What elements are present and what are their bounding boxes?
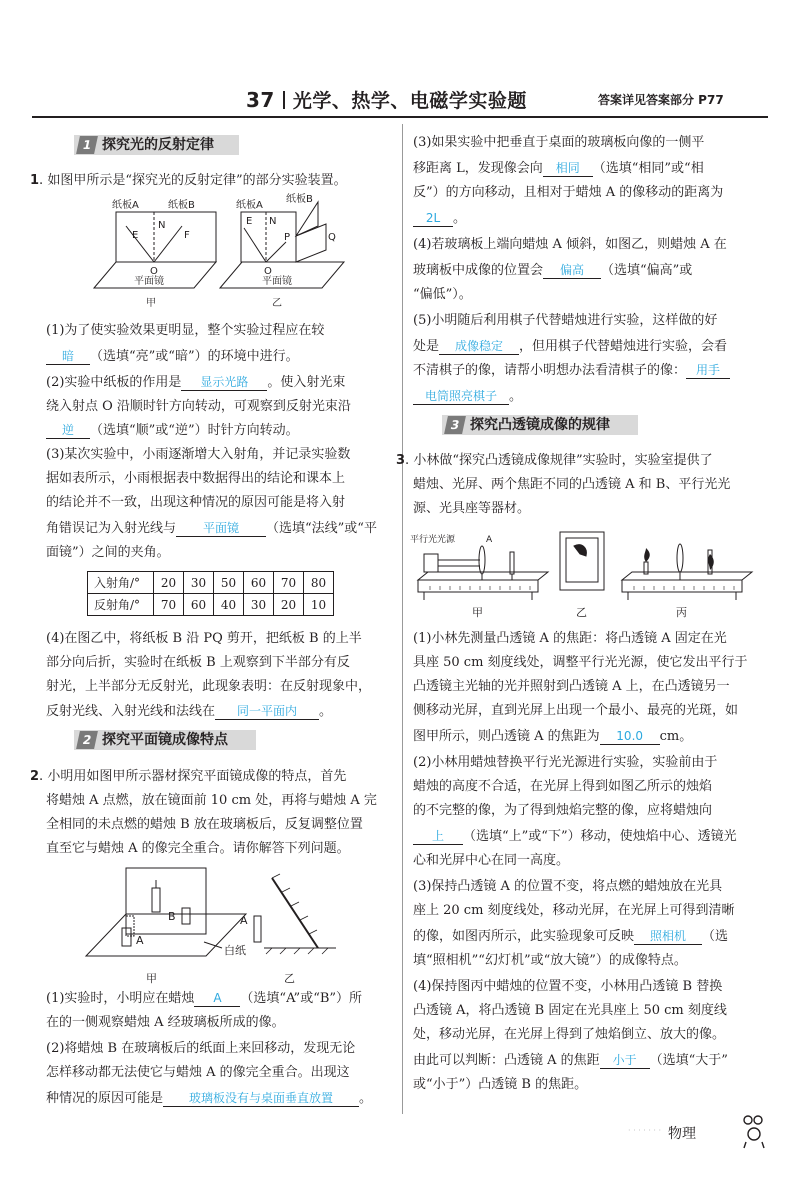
answer-blank: 2L	[413, 210, 453, 227]
answer-blank: 用手	[686, 362, 730, 379]
mascot-icon	[740, 1112, 770, 1152]
label-a-2: A	[240, 914, 248, 927]
q3-p1-line1: (1)小林先测量凸透镜 A 的焦距：将凸透镜 A 固定在光	[413, 631, 727, 646]
q3-line2: 蜡烛、光屏、两个焦距不同的凸透镜 A 和 B、平行光光	[413, 477, 731, 492]
lens-2	[677, 544, 683, 572]
q3-p3-line4: 填“照相机”“幻灯机”或“放大镜”）的成像特点。	[413, 953, 687, 968]
table-cell: 20	[154, 572, 184, 594]
label-e: E	[132, 230, 139, 241]
answer-blank: 显示光路	[181, 374, 267, 391]
q3-p2-line3: 的不完整的像，为了得到烛焰完整的像，应将蜡烛向	[413, 803, 713, 818]
footer-decoration: · · · · · · ·	[628, 1126, 662, 1135]
incident-ray-2	[244, 228, 266, 262]
q1-p4-line2: 部分向后折，实验时在纸板 B 上观察到下半部分有反	[46, 655, 350, 670]
reflection-figure	[86, 196, 346, 308]
reflected-ray-2	[266, 242, 286, 262]
q3-p2-line2: 蜡烛的高度不合适，在光屏上得到如图乙所示的烛焰	[413, 779, 713, 794]
q1-p4-line3: 射光，上半部分无反射光，此现象表明：在反射现象中，	[46, 679, 372, 694]
label-jia: 甲	[472, 606, 483, 619]
light-source	[424, 554, 438, 572]
section-2-tag	[74, 729, 256, 751]
q2-p1-line1: (1)实验时，小明应在蜡烛 A （选填“A”或“B”）所	[46, 991, 363, 1006]
paper-sheet	[86, 914, 246, 956]
q2-p1-line2: 在的一侧观察蜡烛 A 经玻璃板所成的像。	[46, 1015, 285, 1030]
page-title	[246, 86, 527, 113]
q2-p3-line4: 2L 。	[413, 210, 466, 227]
q1-p3-line4: 角错误记为入射光线与 平面镜 （选填“法线”或“平	[46, 521, 377, 536]
q3-p3-line2: 座上 20 cm 刻度线处，移动光屏，在光屏上可得到清晰	[413, 903, 735, 918]
q1-p2-line3: 逆 （选填“顺”或“逆”）时针方向转动。	[46, 422, 299, 439]
q3-p3-line3: 的像，如图丙所示，此实验现象可反映 照相机 （选	[413, 929, 729, 944]
chapter-number: 37	[246, 88, 275, 112]
table-cell: 20	[274, 594, 304, 616]
label-jia: 甲	[146, 298, 156, 309]
section-title: 探究光的反射定律	[102, 137, 214, 153]
bench-top-2	[622, 572, 752, 580]
answer-blank: 照相机	[634, 928, 702, 945]
table-cell: 80	[304, 572, 334, 594]
table-cell: 60	[244, 572, 274, 594]
label-board-a-2: 纸板A	[236, 200, 263, 211]
q1-p4-line4: 反射光线、入射光线和法线在 同一平面内 。	[46, 704, 333, 719]
table-cell: 10	[304, 594, 334, 616]
q3-p4-line1: (4)保持图丙中蜡烛的位置不变，小林用凸透镜 B 替换	[413, 979, 723, 994]
q2-p5-line4: 电筒照亮棋子 。	[413, 388, 522, 405]
q1-p3-line3: 的结论并不一致，出现这种情况的原因可能是将入射	[46, 495, 346, 510]
answer-blank: 同一平面内	[215, 703, 319, 720]
header-rule	[32, 116, 768, 118]
section-title: 探究凸透镜成像的规律	[470, 417, 610, 433]
section-1-tag	[74, 134, 239, 156]
q1-p2-line2: 绕入射点 O 沿顺时针方向转动，可观察到反射光束沿	[46, 399, 351, 414]
lens-figure	[410, 528, 760, 618]
tilted-glass	[272, 878, 318, 948]
q2-p5-line2: 处是 成像稳定 ，但用棋子代替蜡烛进行实验，会看	[413, 339, 728, 354]
q2-line2: 将蜡烛 A 点燃，放在镜面前 10 cm 处，再将与蜡烛 A 完	[46, 793, 377, 808]
q3-p1-line2: 具座 50 cm 刻度线处，调整平行光光源，使它发出平行于	[413, 655, 748, 670]
table-row	[88, 594, 334, 616]
paper-pointer	[204, 942, 222, 948]
label-bing: 丙	[676, 606, 687, 619]
label-light-source: 平行光光源	[410, 535, 456, 545]
q3-line1: 3. 小林做“探究凸透镜成像规律”实验时，实验室提供了	[396, 453, 713, 468]
answer-blank: 偏高	[543, 262, 601, 279]
label-q: Q	[328, 232, 336, 243]
q3-line3: 源、光具座等器材。	[413, 501, 531, 516]
q2-p5-line1: (5)小明随后利用棋子代替蜡烛进行实验，这样做的好	[413, 313, 718, 328]
table-header: 反射角/°	[88, 594, 154, 616]
board-rect	[116, 212, 216, 262]
section-number: 2	[76, 731, 98, 749]
answer-blank: 平面镜	[176, 520, 266, 537]
answer-blank: 相同	[543, 160, 593, 177]
answer-blank: 成像稳定	[439, 338, 519, 355]
candle-b	[152, 888, 160, 912]
table-cell: 30	[244, 594, 274, 616]
q3-p3-line1: (3)保持凸透镜 A 的位置不变，将点燃的蜡烛放在光具	[413, 879, 723, 894]
answer-blank: A	[194, 990, 240, 1007]
column-divider	[402, 124, 403, 1114]
q2-p3-line3: 反”）的方向移动，且相对于蜡烛 A 的像移动的距离为	[413, 185, 724, 200]
q1-p3-line2: 据如表所示，小雨根据表中数据得出的结论和课本上	[46, 471, 346, 486]
q3-p4-line3: 处，移动光屏，在光屏上得到了烛焰倒立、放大的像。	[413, 1027, 726, 1042]
candle-a-2	[254, 916, 261, 942]
section-title: 探究平面镜成像特点	[102, 732, 228, 748]
label-lens-a: A	[486, 535, 493, 545]
q3-p4-line2: 凸透镜 A，将凸透镜 B 固定在光具座上 50 cm 刻度线	[413, 1003, 727, 1018]
q1-p1-line2: 暗 （选填“亮”或“暗”）的环境中进行。	[46, 348, 299, 365]
chapter-title: 光学、热学、电磁学实验题	[292, 90, 527, 112]
incident-ray	[126, 226, 154, 262]
plane-mirror-figure	[86, 864, 346, 986]
q1-intro: 1. 如图甲所示是“探究光的反射定律”的部分实验装置。	[30, 173, 347, 188]
q2-line1: 2. 小明用如图甲所示器材探究平面镜成像的特点，首先	[30, 769, 347, 784]
q2-p2-line1: (2)将蜡烛 B 在玻璃板后的纸面上来回移动，发现无论	[46, 1041, 356, 1056]
label-paper: 白纸	[224, 944, 246, 957]
answer-blank: 10.0	[600, 728, 660, 745]
q1-p1-line1: (1)为了使实验效果更明显，整个实验过程应在较	[46, 323, 325, 338]
q1-p2-line1: (2)实验中纸板的作用是 显示光路 。使入射光束	[46, 375, 346, 390]
label-board-b-2: 纸板B	[286, 194, 313, 205]
q2-p2-line2: 怎样移动都无法使它与蜡烛 A 的像完全重合。出现这	[46, 1065, 350, 1080]
q3-p2-line5: 心和光屏中心在同一高度。	[413, 853, 570, 868]
q2-p4-line2: 玻璃板中成像的位置会 偏高 （选填“偏高”或	[413, 263, 693, 278]
label-yi: 乙	[272, 298, 282, 309]
screen-image	[708, 554, 714, 570]
label-jia: 甲	[146, 972, 157, 985]
table-cell: 70	[274, 572, 304, 594]
q2-p4-line3: “偏低”）。	[413, 287, 472, 302]
label-n: N	[158, 220, 166, 231]
title-divider	[283, 91, 285, 109]
label-board-b: 纸板B	[168, 200, 195, 211]
answer-blank: 逆	[46, 422, 90, 439]
q2-p3-line1: (3)如果实验中把垂直于桌面的玻璃板向像的一侧平	[413, 135, 705, 150]
label-o: O	[150, 266, 158, 277]
q3-p2-line1: (2)小林用蜡烛替换平行光光源进行实验，实验前由于	[413, 755, 718, 770]
candle-b-base	[182, 908, 190, 924]
label-e-2: E	[246, 216, 253, 227]
q2-p5-line3: 不清棋子的像，请帮小明想办法看清棋子的像： 用手	[413, 362, 730, 379]
table-cell: 40	[214, 594, 244, 616]
section-number: 3	[444, 416, 466, 434]
answer-blank: 暗	[46, 348, 90, 365]
q3-p4-line5: 或“小于”）凸透镜 B 的焦距。	[413, 1077, 588, 1092]
q1-p3-line5: 面镜”）之间的夹角。	[46, 545, 170, 560]
glass-plate	[126, 868, 206, 934]
label-f: F	[184, 230, 190, 241]
q3-p1-line3: 凸透镜主光轴的光并照射到凸透镜 A 上，在凸透镜另一	[413, 679, 730, 694]
board-b-upper	[296, 202, 318, 236]
image-screen-inner	[566, 538, 598, 582]
answer-blank: 上	[413, 828, 463, 845]
q1-p3-line1: (3)某次实验中，小雨逐渐增大入射角，并记录实验数	[46, 447, 351, 462]
answer-reference: 答案详见答案部分 P77	[598, 93, 724, 107]
answer-blank: 玻璃板没有与桌面垂直放置	[163, 1090, 359, 1107]
q2-p4-line1: (4)若玻璃板上端向蜡烛 A 倾斜，如图乙，则蜡烛 A 在	[413, 237, 727, 252]
label-mirror: 平面镜	[134, 276, 164, 287]
table-row	[88, 572, 334, 594]
table-cell: 60	[184, 594, 214, 616]
label-mirror-2: 平面镜	[262, 276, 292, 287]
q3-p4-line4: 由此可以判断：凸透镜 A 的焦距 小于 （选填“大于”	[413, 1053, 728, 1068]
image-screen	[560, 532, 604, 590]
footer-subject: 物理	[668, 1126, 696, 1142]
label-a: A	[136, 934, 144, 947]
q2-p3-line2: 移距离 L，发现像会向 相同 （选填“相同”或“相	[413, 161, 704, 176]
table-cell: 50	[214, 572, 244, 594]
reflected-ray	[154, 226, 182, 262]
label-o-2: O	[264, 266, 272, 277]
table-cell: 70	[154, 594, 184, 616]
q3-p1-line5: 图甲所示，则凸透镜 A 的焦距为 10.0 cm。	[413, 729, 693, 744]
q3-p2-line4: 上 （选填“上”或“下”）移动，使烛焰中心、透镜光	[413, 828, 737, 845]
flame-partial	[574, 545, 586, 556]
q3-p1-line4: 侧移动光屏，直到光屏上出现一个最小、最亮的光斑，如	[413, 703, 739, 718]
candle-image	[126, 916, 134, 936]
table-cell: 30	[184, 572, 214, 594]
label-n-2: N	[269, 216, 277, 227]
candle-flame	[644, 548, 650, 562]
answer-blank: 小于	[600, 1052, 650, 1069]
label-yi: 乙	[284, 972, 295, 985]
screen	[510, 552, 514, 574]
label-p: P	[284, 232, 291, 243]
q2-line4: 直至它与蜡烛 A 的像完全重合。请你解答下列问题。	[46, 841, 350, 856]
label-b: B	[168, 910, 176, 923]
section-number: 1	[76, 136, 98, 154]
label-board-a: 纸板A	[112, 200, 139, 211]
label-yi: 乙	[576, 606, 587, 619]
table-header: 入射角/°	[88, 572, 154, 594]
angle-table	[87, 571, 334, 616]
q2-line3: 全相同的未点燃的蜡烛 B 放在玻璃板后，反复调整位置	[46, 817, 363, 832]
q2-p2-line3: 种情况的原因可能是 玻璃板没有与桌面垂直放置 。	[46, 1091, 373, 1106]
answer-blank: 电筒照亮棋子	[413, 388, 509, 405]
section-3-tag	[442, 414, 638, 436]
q1-p4-line1: (4)在图乙中，将纸板 B 沿 PQ 剪开，把纸板 B 的上半	[46, 631, 362, 646]
